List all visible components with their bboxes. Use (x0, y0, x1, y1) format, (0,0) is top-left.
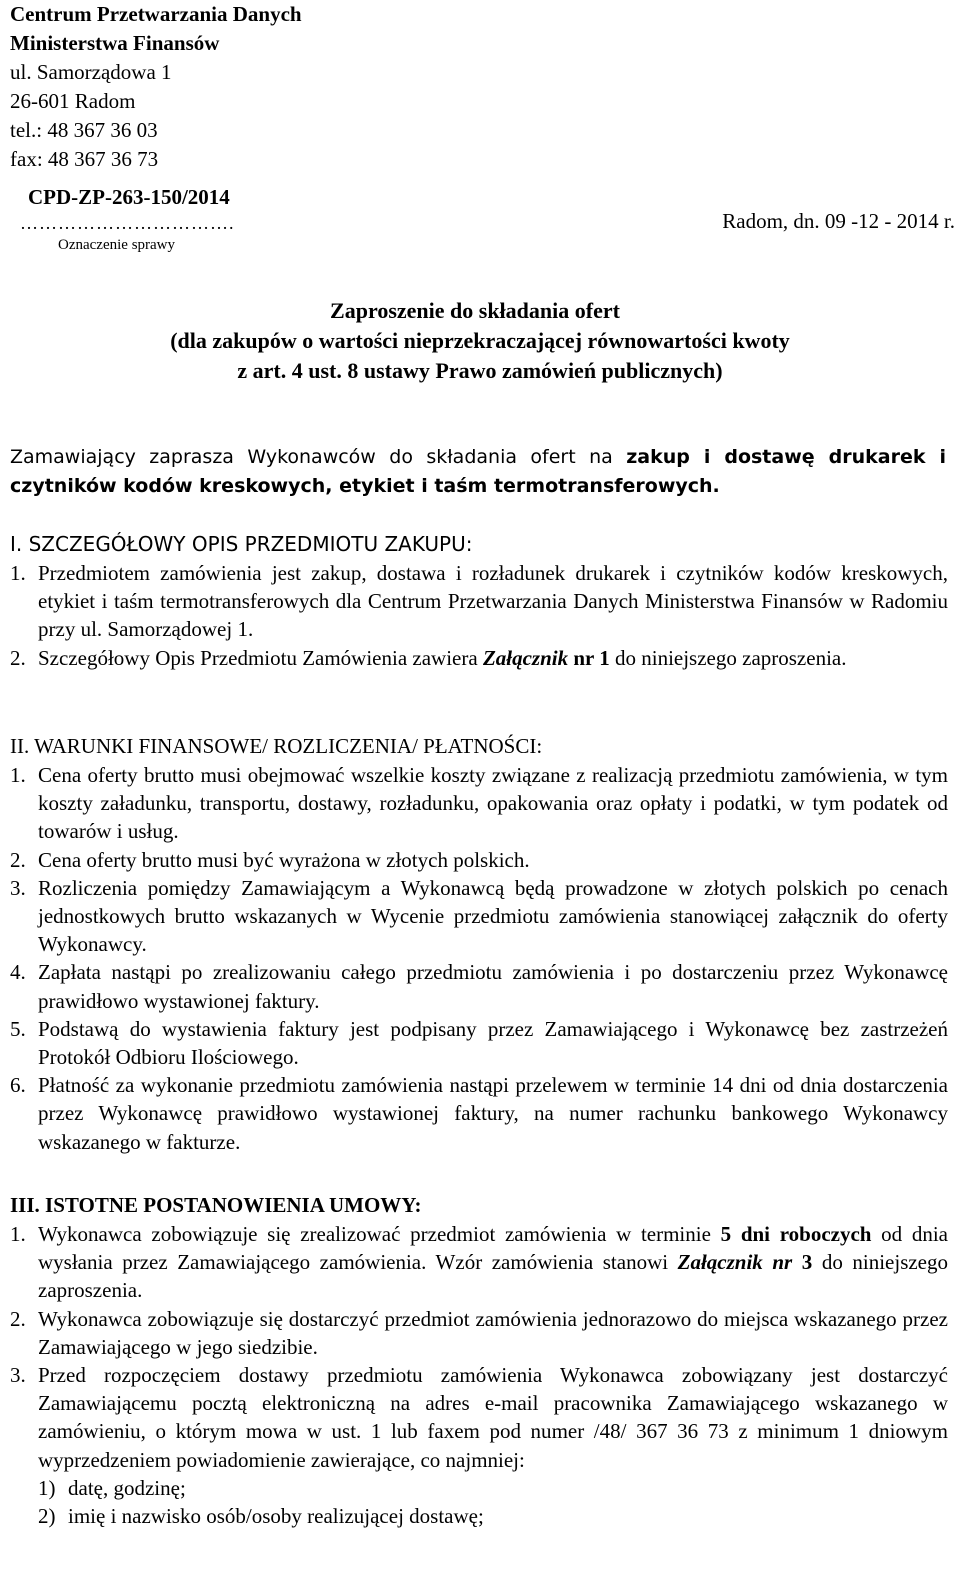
list-item (10, 761, 948, 846)
attachment-ref: Załącznik nr (677, 1250, 793, 1275)
reference-row (10, 211, 955, 237)
section2-body (10, 761, 948, 1156)
item-text: Podstawą do wystawienia faktury jest podpisany przez Zamawiającego i Wykonawcę bez zastrzeżeń Protokół Odbioru Ilościowego. (38, 1016, 948, 1070)
sub-item-number: 1) (38, 1475, 56, 1500)
sub-list-item (38, 1502, 948, 1530)
list-item (10, 1015, 948, 1071)
document-date: Radom, dn. 09 -12 - 2014 r. (722, 209, 955, 233)
item-number: 3. (10, 1363, 26, 1388)
sender-address-block (10, 0, 302, 174)
item-text: Cena oferty brutto musi obejmować wszelkie koszty związane z realizacją przedmiotu zamówienia, w tym koszty załadunku, transportu, dostawy, rozładunku, opakowania oraz opłaty i podatki, w tym podatek od towarów i usług. (38, 763, 948, 844)
attachment-number: 3 (792, 1250, 813, 1275)
item-text: Wykonawca zobowiązuje się zrealizować przedmiot zamówienia w terminie (38, 1222, 721, 1246)
item-number: 2. (10, 1306, 26, 1331)
intro-paragraph (10, 443, 946, 501)
section1-body (10, 559, 948, 672)
section2-heading: II. WARUNKI FINANSOWE/ ROZLICZENIA/ PŁATNOŚCI: (10, 734, 543, 758)
document-title (0, 296, 960, 386)
list-item (10, 958, 948, 1014)
list-item (10, 1220, 948, 1305)
item-text: Szczegółowy Opis Przedmiotu Zamówienia zawiera (38, 645, 483, 670)
deadline-text: 5 dni roboczych (720, 1222, 872, 1246)
item-number: 1. (10, 561, 26, 585)
title-line3: z art. 4 ust. 8 ustawy Prawo zamówień publicznych) (237, 358, 723, 383)
item-number: 5. (10, 1016, 26, 1041)
sub-item-text: imię i nazwisko osób/osoby realizującej dostawę; (68, 1504, 484, 1529)
attachment-number: nr 1 (568, 645, 610, 670)
item-text: Wykonawca zobowiązuje się dostarczyć przedmiot zamówienia jednorazowo do miejsca wskazanego przez Zamawiającego w jego siedzibie. (38, 1306, 948, 1359)
item-text: Przedmiotem zamówienia jest zakup, dostawa i rozładunek drukarek i czytników kodów kreskowych, etykiet i taśm termotransferowych dla Centrum Przetwarzania Danych Ministerstwa Finansów w Radomiu przy ul. Samorządowej 1. (38, 561, 948, 642)
item-number: 3. (10, 875, 26, 900)
item-number: 1. (10, 1222, 26, 1246)
title-line2: (dla zakupów o wartości nieprzekraczającej równowartości kwoty (170, 328, 790, 353)
sub-item-number: 2) (38, 1504, 56, 1529)
intro-subject: zakup i dostawę drukarek i czytników kodów kreskowych, etykiet i taśm termotransferowych. (10, 446, 946, 497)
list-item (10, 1071, 948, 1156)
list-item (10, 1361, 948, 1530)
phone-number: tel.: 48 367 36 03 (10, 118, 158, 142)
item-number: 6. (10, 1073, 26, 1098)
item-text: Płatność za wykonanie przedmiotu zamówienia nastąpi przelewem w terminie 14 dni od dnia dostarczenia przez Wykonawcę prawidłowo wystawionej faktury, na numer rachunku bankowego Wykonawcy wskazanego w fakturze. (38, 1073, 948, 1154)
intro-text: Zamawiający zaprasza Wykonawców do składania ofert na (10, 446, 627, 468)
list-item (10, 644, 948, 672)
sub-item-text: datę, godzinę; (68, 1475, 186, 1500)
postal-city: 26-601 Radom (10, 89, 136, 113)
fax-number: fax: 48 367 36 73 (10, 147, 159, 171)
sub-list-item (38, 1474, 948, 1502)
section3-body (10, 1220, 948, 1530)
list-item (10, 559, 948, 644)
section1-heading: I. SZCZEGÓŁOWY OPIS PRZEDMIOTU ZAKUPU: (10, 532, 473, 556)
item-text-end: do niniejszego zaproszenia. (38, 1250, 949, 1303)
list-item (10, 874, 948, 959)
street-address: ul. Samorządowa 1 (10, 60, 172, 84)
item-number: 1. (10, 763, 26, 787)
item-text: Rozliczenia pomiędzy Zamawiającym a Wykonawcą będą prowadzone w złotych polskich po cenach jednostkowych brutto wskazanych w Wycenie przedmiotu zamówienia stanowiącej załącznik do oferty Wykonawcy. (38, 875, 948, 957)
org-name-line2: Ministerstwa Finansów (10, 31, 220, 55)
item-text-end: do niniejszego zaproszenia. (609, 645, 847, 670)
item-number: 4. (10, 960, 26, 985)
reference-caption: Oznaczenie sprawy (58, 237, 176, 253)
list-item (10, 1305, 948, 1361)
item-text-mid: od dnia wysłania przez Zamawiającego zamówienia. Wzór zamówienia stanowi (38, 1222, 948, 1275)
org-name-line1: Centrum Przetwarzania Danych (10, 2, 302, 26)
list-item (10, 846, 948, 874)
section3-heading: III. ISTOTNE POSTANOWIENIA UMOWY: (10, 1193, 422, 1217)
item-text: Zapłata nastąpi po zrealizowaniu całego przedmiotu zamówienia i po dostarczeniu przez Wykonawcę prawidłowo wystawionej faktury. (38, 960, 948, 1013)
item-text: Cena oferty brutto musi być wyrażona w złotych polskich. (38, 847, 530, 872)
reference-dotted-line: ……………………………. (20, 213, 235, 233)
attachment-ref: Załącznik (482, 645, 569, 670)
item-number: 2. (10, 645, 26, 670)
reference-block (10, 183, 955, 255)
item-text: Przed rozpoczęciem dostawy przedmiotu zamówienia Wykonawca zobowiązany jest dostarczyć Zamawiającemu pocztą elektroniczną na adres e-mail pracownika Zamawiającego wskazanego w zamówieniu, o którym mowa w ust. 1 lub faxem pod numer /48/ 367 36 73 z minimum 1 dniowym wyprzedzeniem powiadomienie zawierające, co najmniej: (38, 1363, 948, 1472)
case-reference-code: CPD-ZP-263-150/2014 (28, 185, 230, 209)
item-number: 2. (10, 847, 26, 872)
title-line1: Zaproszenie do składania ofert (330, 298, 620, 323)
